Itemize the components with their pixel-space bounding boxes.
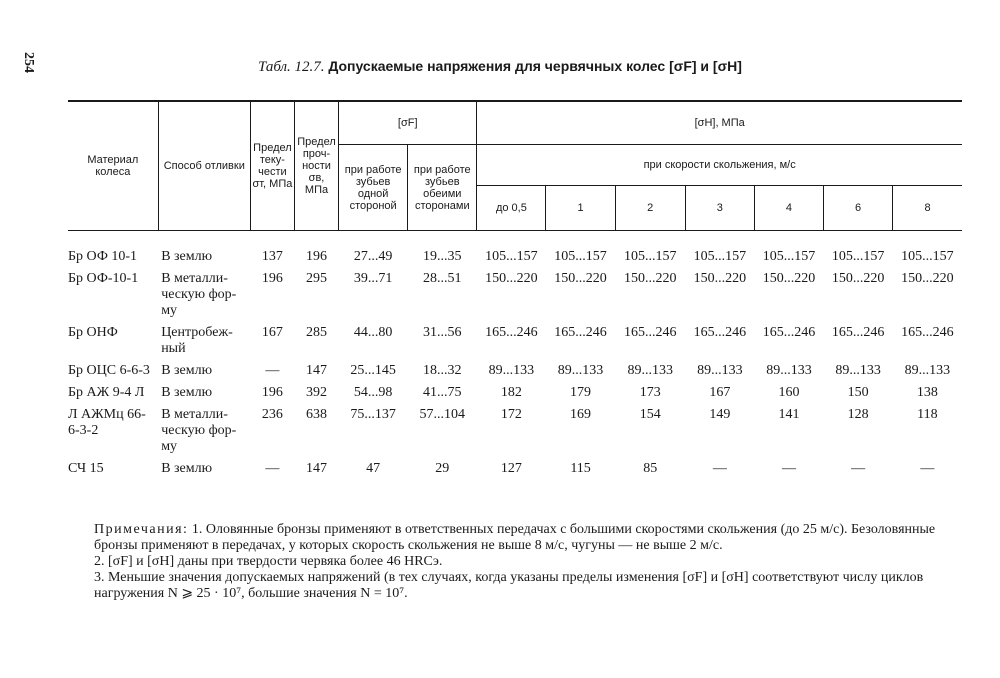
cell-f2: 41...75 [423, 385, 462, 400]
cell-strength: 196 [306, 249, 328, 264]
cell-h: 165...246 [831, 325, 885, 340]
cell-h: 127 [500, 461, 522, 476]
cell-h: 160 [778, 385, 800, 400]
cell-f2: 57...104 [419, 407, 466, 422]
header-speed-1: 1 [546, 186, 615, 231]
cell-h: 89...133 [697, 363, 743, 378]
page-number: 254 [21, 52, 36, 73]
cell-h: 138 [916, 385, 938, 400]
cell-h: 89...133 [627, 363, 673, 378]
header-speed-2: 2 [615, 186, 685, 231]
cell-material: Бр ОФ 10-1 [68, 249, 138, 264]
cell-h: 89...133 [835, 363, 881, 378]
cell-h: 141 [778, 407, 800, 422]
table-caption [0, 58, 1000, 76]
header-speed: при скорости скольжения, м/с [477, 145, 962, 186]
cell-material: Л АЖМц 66-6-3-2 [68, 407, 146, 438]
stress-table [68, 100, 962, 483]
cell-f1: 47 [366, 461, 381, 476]
cell-yield: 236 [261, 407, 283, 422]
table-row [68, 231, 962, 272]
table-row [68, 363, 962, 385]
cell-casting: В землю [161, 363, 213, 378]
cell-f1: 54...98 [353, 385, 393, 400]
caption-title: Допускаемые напряжения для червячных колес [σF] и [σH] [328, 58, 742, 74]
header-speed-3: 3 [685, 186, 754, 231]
header-material: Материал колеса [68, 101, 158, 231]
cell-h: 89...133 [904, 363, 951, 378]
cell-f1: 75...137 [350, 407, 396, 422]
cell-casting: Центробеж-ный [161, 325, 233, 356]
cell-h: 89...133 [488, 363, 535, 378]
cell-h: 105...157 [554, 249, 607, 264]
header-speed-0: до 0,5 [477, 186, 546, 231]
notes-heading: Примечания: [94, 522, 189, 537]
cell-h: 150...220 [762, 271, 816, 286]
cell-h: 150...220 [623, 271, 677, 286]
cell-h: 150 [847, 385, 869, 400]
cell-f2: 18...32 [423, 363, 462, 378]
cell-f1: 27...49 [353, 249, 393, 264]
note-1-text: 1. Оловянные бронзы применяют в ответственных передачах с большими скоростями скольжения (до 25 м/с). Безоловянные бронзы применяют в передачах, у которых скорость скольжения не выше 8 м/с, чугуны — не выше 2 м/с. [94, 522, 936, 553]
cell-strength: 392 [306, 385, 328, 400]
cell-casting: В землю [161, 461, 213, 476]
cell-h: 150...220 [485, 271, 538, 286]
cell-h: 150...220 [831, 271, 885, 286]
cell-f1: 25...145 [350, 363, 396, 378]
cell-f2: 19...35 [423, 249, 462, 264]
table-row [68, 407, 962, 461]
cell-casting: В землю [161, 385, 213, 400]
cell-h: 105...157 [831, 249, 885, 264]
cell-f1: 39...71 [353, 271, 393, 286]
cell-strength: 638 [306, 407, 328, 422]
cell-yield: 137 [261, 249, 283, 264]
note-2: 2. [σF] и [σH] даны при твердости червяка более 46 HRCэ. [94, 554, 443, 569]
cell-material: Бр ОНФ [68, 325, 118, 340]
header-speed-6: 8 [893, 186, 962, 231]
cell-material: Бр ОФ-10-1 [68, 271, 139, 286]
cell-h: 105...157 [693, 249, 747, 264]
cell-h: 165...246 [554, 325, 607, 340]
cell-strength: 147 [306, 363, 328, 378]
cell-h: 150...220 [554, 271, 607, 286]
cell-yield: 167 [261, 325, 283, 340]
header-yield: Предел теку-чести σт, МПа [250, 101, 294, 231]
header-one-side: при работе зубьев одной стороной [339, 145, 408, 231]
notes-block [94, 522, 960, 602]
cell-h: 105...157 [485, 249, 538, 264]
cell-h: 105...157 [623, 249, 677, 264]
cell-f2: 31...56 [423, 325, 462, 340]
cell-h: 105...157 [901, 249, 954, 264]
cell-strength: 147 [306, 461, 328, 476]
cell-yield: — [265, 363, 280, 378]
cell-h: 173 [639, 385, 661, 400]
header-both-sides: при работе зубьев обеими сторонами [408, 145, 477, 231]
cell-h: 182 [500, 385, 522, 400]
cell-h: 89...133 [557, 363, 604, 378]
note-3: 3. Меньшие значения допускаемых напряжений (в тех случаях, когда указаны пределы изменения [σF] и [σH] соответствуют числу циклов нагружения N ⩾ 25 · 10⁷, большие значения N = 10⁷. [94, 570, 924, 601]
header-sigma-h: [σH], МПа [477, 101, 962, 145]
cell-f2: 28...51 [423, 271, 462, 286]
cell-casting: В металли-ческую фор-му [161, 271, 237, 318]
table-row [68, 461, 962, 483]
header-sigma-f: [σF] [339, 101, 477, 145]
cell-h: 128 [847, 407, 869, 422]
cell-casting: В землю [161, 249, 213, 264]
cell-material: Бр АЖ 9-4 Л [68, 385, 145, 400]
cell-h: 165...246 [485, 325, 538, 340]
cell-f2: 29 [435, 461, 450, 476]
cell-h: 165...246 [901, 325, 954, 340]
cell-h: — [712, 461, 727, 476]
note-1 [94, 522, 960, 554]
cell-f1: 44...80 [353, 325, 393, 340]
cell-h: 172 [500, 407, 522, 422]
cell-material: СЧ 15 [68, 461, 104, 476]
cell-yield: — [265, 461, 280, 476]
cell-h: 85 [643, 461, 658, 476]
cell-h: 165...246 [693, 325, 747, 340]
cell-h: 179 [570, 385, 592, 400]
cell-h: 150...220 [901, 271, 954, 286]
cell-h: 154 [639, 407, 661, 422]
caption-lead: Табл. 12.7. [258, 59, 325, 75]
cell-h: 115 [570, 461, 591, 476]
cell-strength: 285 [306, 325, 328, 340]
cell-h: 89...133 [766, 363, 812, 378]
cell-h: 118 [917, 407, 938, 422]
cell-h: — [920, 461, 935, 476]
table-row [68, 385, 962, 407]
cell-h: — [781, 461, 796, 476]
table-row [68, 271, 962, 325]
header-strength: Предел проч-ности σв, МПа [294, 101, 338, 231]
table-row [68, 325, 962, 363]
cell-h: 167 [709, 385, 731, 400]
cell-casting: В металли-ческую фор-му [161, 407, 237, 454]
header-casting: Способ отливки [158, 101, 250, 231]
cell-h: 105...157 [762, 249, 816, 264]
cell-h: 149 [709, 407, 731, 422]
cell-h: 150...220 [693, 271, 747, 286]
cell-h: 165...246 [623, 325, 677, 340]
cell-h: 165...246 [762, 325, 816, 340]
cell-material: Бр ОЦС 6-6-3 [68, 363, 150, 378]
header-speed-5: 6 [824, 186, 893, 231]
cell-yield: 196 [261, 271, 283, 286]
cell-yield: 196 [261, 385, 283, 400]
header-speed-4: 4 [754, 186, 823, 231]
cell-strength: 295 [306, 271, 328, 286]
cell-h: — [851, 461, 866, 476]
cell-h: 169 [570, 407, 592, 422]
